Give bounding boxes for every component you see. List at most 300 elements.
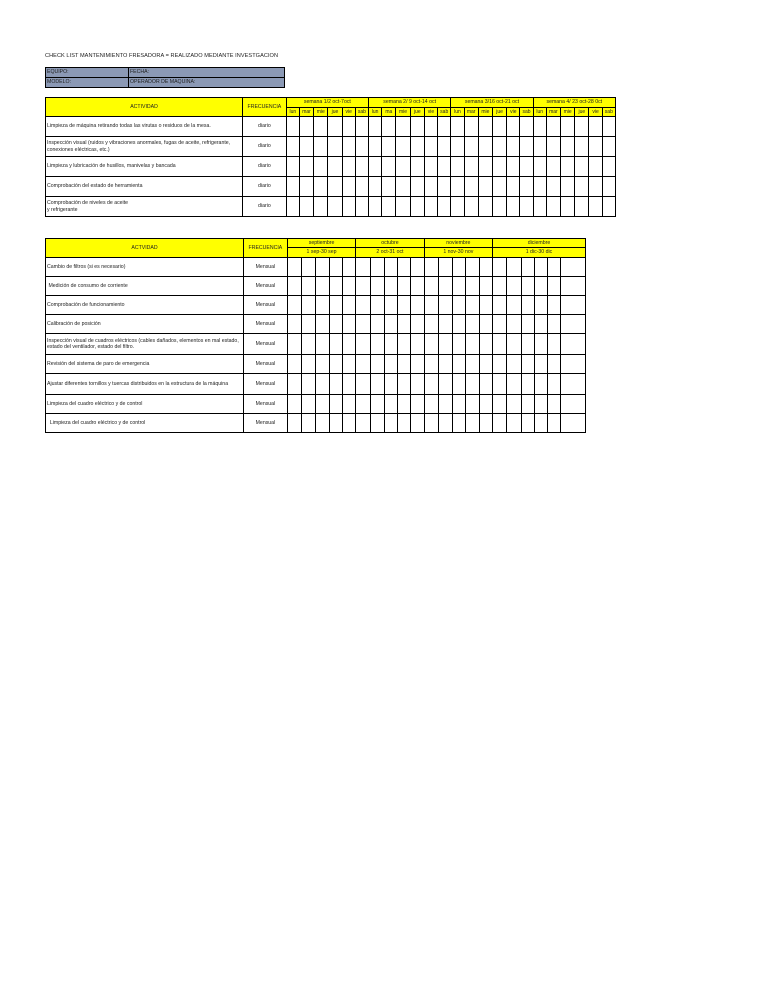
check-cell[interactable] bbox=[398, 296, 411, 315]
check-cell[interactable] bbox=[316, 277, 329, 296]
check-cell[interactable] bbox=[575, 137, 589, 157]
check-cell[interactable] bbox=[533, 197, 546, 217]
check-cell[interactable] bbox=[464, 197, 478, 217]
check-cell[interactable] bbox=[507, 374, 521, 395]
check-cell[interactable] bbox=[342, 197, 355, 217]
check-cell[interactable] bbox=[384, 277, 397, 296]
check-cell[interactable] bbox=[342, 296, 355, 315]
check-cell[interactable] bbox=[370, 296, 384, 315]
check-cell[interactable] bbox=[561, 177, 575, 197]
check-cell[interactable] bbox=[561, 315, 586, 334]
check-cell[interactable] bbox=[384, 334, 397, 355]
check-cell[interactable] bbox=[302, 374, 316, 395]
check-cell[interactable] bbox=[396, 177, 410, 197]
check-cell[interactable] bbox=[370, 258, 384, 277]
check-cell[interactable] bbox=[534, 374, 547, 395]
check-cell[interactable] bbox=[299, 117, 313, 137]
check-cell[interactable] bbox=[589, 157, 602, 177]
check-cell[interactable] bbox=[411, 258, 424, 277]
check-cell[interactable] bbox=[302, 315, 316, 334]
check-cell[interactable] bbox=[384, 315, 397, 334]
check-cell[interactable] bbox=[424, 258, 438, 277]
check-cell[interactable] bbox=[356, 395, 370, 414]
check-cell[interactable] bbox=[369, 197, 382, 217]
check-cell[interactable] bbox=[534, 258, 547, 277]
check-cell[interactable] bbox=[356, 258, 370, 277]
check-cell[interactable] bbox=[342, 414, 355, 433]
check-cell[interactable] bbox=[382, 157, 396, 177]
check-cell[interactable] bbox=[493, 296, 507, 315]
check-cell[interactable] bbox=[561, 355, 586, 374]
check-cell[interactable] bbox=[520, 137, 533, 157]
check-cell[interactable] bbox=[370, 334, 384, 355]
check-cell[interactable] bbox=[453, 296, 466, 315]
check-cell[interactable] bbox=[356, 414, 370, 433]
check-cell[interactable] bbox=[316, 414, 329, 433]
check-cell[interactable] bbox=[493, 315, 507, 334]
check-cell[interactable] bbox=[466, 315, 479, 334]
check-cell[interactable] bbox=[479, 374, 492, 395]
check-cell[interactable] bbox=[356, 296, 370, 315]
check-cell[interactable] bbox=[561, 277, 586, 296]
check-cell[interactable] bbox=[561, 296, 586, 315]
check-cell[interactable] bbox=[533, 137, 546, 157]
check-cell[interactable] bbox=[575, 117, 589, 137]
check-cell[interactable] bbox=[561, 117, 575, 137]
check-cell[interactable] bbox=[520, 117, 533, 137]
check-cell[interactable] bbox=[438, 414, 452, 433]
check-cell[interactable] bbox=[438, 315, 452, 334]
check-cell[interactable] bbox=[533, 117, 546, 137]
check-cell[interactable] bbox=[314, 197, 328, 217]
check-cell[interactable] bbox=[548, 296, 561, 315]
check-cell[interactable] bbox=[398, 395, 411, 414]
check-cell[interactable] bbox=[302, 414, 316, 433]
check-cell[interactable] bbox=[438, 277, 452, 296]
check-cell[interactable] bbox=[453, 355, 466, 374]
check-cell[interactable] bbox=[561, 137, 575, 157]
check-cell[interactable] bbox=[546, 197, 560, 217]
check-cell[interactable] bbox=[410, 177, 424, 197]
check-cell[interactable] bbox=[479, 355, 492, 374]
check-cell[interactable] bbox=[316, 334, 329, 355]
check-cell[interactable] bbox=[507, 258, 521, 277]
check-cell[interactable] bbox=[424, 315, 438, 334]
check-cell[interactable] bbox=[561, 334, 586, 355]
check-cell[interactable] bbox=[398, 355, 411, 374]
check-cell[interactable] bbox=[342, 395, 355, 414]
check-cell[interactable] bbox=[286, 157, 299, 177]
check-cell[interactable] bbox=[546, 137, 560, 157]
check-cell[interactable] bbox=[342, 277, 355, 296]
check-cell[interactable] bbox=[521, 395, 534, 414]
check-cell[interactable] bbox=[369, 157, 382, 177]
check-cell[interactable] bbox=[479, 258, 492, 277]
check-cell[interactable] bbox=[411, 374, 424, 395]
check-cell[interactable] bbox=[438, 334, 452, 355]
check-cell[interactable] bbox=[302, 277, 316, 296]
check-cell[interactable] bbox=[478, 177, 492, 197]
check-cell[interactable] bbox=[328, 177, 342, 197]
check-cell[interactable] bbox=[286, 197, 299, 217]
check-cell[interactable] bbox=[287, 258, 301, 277]
check-cell[interactable] bbox=[438, 117, 451, 137]
check-cell[interactable] bbox=[329, 258, 342, 277]
check-cell[interactable] bbox=[438, 137, 451, 157]
check-cell[interactable] bbox=[493, 355, 507, 374]
check-cell[interactable] bbox=[438, 258, 452, 277]
check-cell[interactable] bbox=[451, 157, 464, 177]
check-cell[interactable] bbox=[382, 117, 396, 137]
check-cell[interactable] bbox=[451, 117, 464, 137]
check-cell[interactable] bbox=[438, 197, 451, 217]
check-cell[interactable] bbox=[521, 374, 534, 395]
check-cell[interactable] bbox=[342, 117, 355, 137]
check-cell[interactable] bbox=[520, 177, 533, 197]
check-cell[interactable] bbox=[328, 117, 342, 137]
check-cell[interactable] bbox=[479, 395, 492, 414]
check-cell[interactable] bbox=[396, 197, 410, 217]
check-cell[interactable] bbox=[451, 177, 464, 197]
check-cell[interactable] bbox=[328, 157, 342, 177]
check-cell[interactable] bbox=[464, 137, 478, 157]
check-cell[interactable] bbox=[548, 414, 561, 433]
check-cell[interactable] bbox=[329, 334, 342, 355]
check-cell[interactable] bbox=[316, 395, 329, 414]
check-cell[interactable] bbox=[369, 117, 382, 137]
check-cell[interactable] bbox=[369, 137, 382, 157]
check-cell[interactable] bbox=[329, 277, 342, 296]
check-cell[interactable] bbox=[453, 414, 466, 433]
check-cell[interactable] bbox=[384, 296, 397, 315]
check-cell[interactable] bbox=[453, 395, 466, 414]
check-cell[interactable] bbox=[355, 137, 368, 157]
check-cell[interactable] bbox=[316, 355, 329, 374]
check-cell[interactable] bbox=[479, 296, 492, 315]
check-cell[interactable] bbox=[329, 414, 342, 433]
check-cell[interactable] bbox=[329, 315, 342, 334]
check-cell[interactable] bbox=[438, 374, 452, 395]
check-cell[interactable] bbox=[492, 177, 506, 197]
check-cell[interactable] bbox=[507, 355, 521, 374]
check-cell[interactable] bbox=[507, 277, 521, 296]
check-cell[interactable] bbox=[466, 334, 479, 355]
check-cell[interactable] bbox=[382, 137, 396, 157]
check-cell[interactable] bbox=[453, 258, 466, 277]
check-cell[interactable] bbox=[521, 277, 534, 296]
check-cell[interactable] bbox=[479, 414, 492, 433]
check-cell[interactable] bbox=[533, 157, 546, 177]
check-cell[interactable] bbox=[370, 277, 384, 296]
check-cell[interactable] bbox=[314, 157, 328, 177]
check-cell[interactable] bbox=[507, 395, 521, 414]
check-cell[interactable] bbox=[410, 137, 424, 157]
check-cell[interactable] bbox=[342, 177, 355, 197]
check-cell[interactable] bbox=[453, 334, 466, 355]
check-cell[interactable] bbox=[342, 137, 355, 157]
check-cell[interactable] bbox=[466, 414, 479, 433]
check-cell[interactable] bbox=[370, 414, 384, 433]
check-cell[interactable] bbox=[396, 157, 410, 177]
check-cell[interactable] bbox=[507, 197, 520, 217]
check-cell[interactable] bbox=[398, 315, 411, 334]
check-cell[interactable] bbox=[438, 296, 452, 315]
check-cell[interactable] bbox=[410, 197, 424, 217]
check-cell[interactable] bbox=[424, 296, 438, 315]
check-cell[interactable] bbox=[382, 177, 396, 197]
check-cell[interactable] bbox=[546, 177, 560, 197]
check-cell[interactable] bbox=[546, 157, 560, 177]
check-cell[interactable] bbox=[507, 296, 521, 315]
check-cell[interactable] bbox=[521, 258, 534, 277]
check-cell[interactable] bbox=[478, 157, 492, 177]
check-cell[interactable] bbox=[424, 157, 437, 177]
check-cell[interactable] bbox=[521, 315, 534, 334]
check-cell[interactable] bbox=[342, 355, 355, 374]
check-cell[interactable] bbox=[424, 177, 437, 197]
check-cell[interactable] bbox=[602, 157, 615, 177]
check-cell[interactable] bbox=[370, 315, 384, 334]
check-cell[interactable] bbox=[534, 277, 547, 296]
check-cell[interactable] bbox=[548, 395, 561, 414]
check-cell[interactable] bbox=[411, 315, 424, 334]
check-cell[interactable] bbox=[299, 197, 313, 217]
check-cell[interactable] bbox=[411, 414, 424, 433]
check-cell[interactable] bbox=[493, 414, 507, 433]
check-cell[interactable] bbox=[384, 355, 397, 374]
check-cell[interactable] bbox=[561, 197, 575, 217]
check-cell[interactable] bbox=[589, 177, 602, 197]
check-cell[interactable] bbox=[316, 296, 329, 315]
check-cell[interactable] bbox=[493, 334, 507, 355]
check-cell[interactable] bbox=[546, 117, 560, 137]
check-cell[interactable] bbox=[493, 374, 507, 395]
check-cell[interactable] bbox=[521, 296, 534, 315]
check-cell[interactable] bbox=[534, 296, 547, 315]
check-cell[interactable] bbox=[342, 157, 355, 177]
check-cell[interactable] bbox=[398, 277, 411, 296]
check-cell[interactable] bbox=[507, 117, 520, 137]
check-cell[interactable] bbox=[589, 117, 602, 137]
check-cell[interactable] bbox=[424, 117, 437, 137]
check-cell[interactable] bbox=[328, 137, 342, 157]
check-cell[interactable] bbox=[287, 334, 301, 355]
check-cell[interactable] bbox=[479, 334, 492, 355]
check-cell[interactable] bbox=[411, 277, 424, 296]
check-cell[interactable] bbox=[548, 355, 561, 374]
check-cell[interactable] bbox=[561, 374, 586, 395]
check-cell[interactable] bbox=[411, 334, 424, 355]
check-cell[interactable] bbox=[534, 334, 547, 355]
check-cell[interactable] bbox=[534, 355, 547, 374]
check-cell[interactable] bbox=[575, 157, 589, 177]
check-cell[interactable] bbox=[575, 197, 589, 217]
check-cell[interactable] bbox=[493, 395, 507, 414]
check-cell[interactable] bbox=[316, 258, 329, 277]
check-cell[interactable] bbox=[492, 197, 506, 217]
check-cell[interactable] bbox=[561, 258, 586, 277]
check-cell[interactable] bbox=[453, 374, 466, 395]
check-cell[interactable] bbox=[384, 258, 397, 277]
check-cell[interactable] bbox=[356, 374, 370, 395]
check-cell[interactable] bbox=[356, 334, 370, 355]
check-cell[interactable] bbox=[533, 177, 546, 197]
check-cell[interactable] bbox=[466, 258, 479, 277]
check-cell[interactable] bbox=[287, 315, 301, 334]
check-cell[interactable] bbox=[398, 374, 411, 395]
check-cell[interactable] bbox=[382, 197, 396, 217]
check-cell[interactable] bbox=[521, 334, 534, 355]
check-cell[interactable] bbox=[411, 355, 424, 374]
check-cell[interactable] bbox=[507, 137, 520, 157]
check-cell[interactable] bbox=[438, 395, 452, 414]
check-cell[interactable] bbox=[287, 355, 301, 374]
check-cell[interactable] bbox=[438, 177, 451, 197]
check-cell[interactable] bbox=[507, 177, 520, 197]
check-cell[interactable] bbox=[478, 197, 492, 217]
check-cell[interactable] bbox=[464, 117, 478, 137]
check-cell[interactable] bbox=[438, 355, 452, 374]
check-cell[interactable] bbox=[369, 177, 382, 197]
check-cell[interactable] bbox=[548, 374, 561, 395]
check-cell[interactable] bbox=[534, 414, 547, 433]
check-cell[interactable] bbox=[507, 414, 521, 433]
check-cell[interactable] bbox=[329, 395, 342, 414]
check-cell[interactable] bbox=[589, 197, 602, 217]
check-cell[interactable] bbox=[286, 177, 299, 197]
check-cell[interactable] bbox=[424, 414, 438, 433]
check-cell[interactable] bbox=[396, 117, 410, 137]
check-cell[interactable] bbox=[424, 395, 438, 414]
check-cell[interactable] bbox=[329, 355, 342, 374]
check-cell[interactable] bbox=[451, 137, 464, 157]
check-cell[interactable] bbox=[314, 177, 328, 197]
check-cell[interactable] bbox=[342, 315, 355, 334]
check-cell[interactable] bbox=[561, 414, 586, 433]
check-cell[interactable] bbox=[299, 177, 313, 197]
check-cell[interactable] bbox=[396, 137, 410, 157]
check-cell[interactable] bbox=[464, 157, 478, 177]
check-cell[interactable] bbox=[478, 137, 492, 157]
check-cell[interactable] bbox=[356, 277, 370, 296]
check-cell[interactable] bbox=[342, 258, 355, 277]
check-cell[interactable] bbox=[329, 374, 342, 395]
check-cell[interactable] bbox=[493, 277, 507, 296]
check-cell[interactable] bbox=[424, 197, 437, 217]
check-cell[interactable] bbox=[521, 414, 534, 433]
check-cell[interactable] bbox=[286, 137, 299, 157]
check-cell[interactable] bbox=[478, 117, 492, 137]
check-cell[interactable] bbox=[561, 157, 575, 177]
check-cell[interactable] bbox=[520, 197, 533, 217]
check-cell[interactable] bbox=[398, 258, 411, 277]
check-cell[interactable] bbox=[493, 258, 507, 277]
check-cell[interactable] bbox=[384, 374, 397, 395]
check-cell[interactable] bbox=[355, 197, 368, 217]
check-cell[interactable] bbox=[329, 296, 342, 315]
check-cell[interactable] bbox=[424, 355, 438, 374]
check-cell[interactable] bbox=[384, 414, 397, 433]
check-cell[interactable] bbox=[287, 395, 301, 414]
check-cell[interactable] bbox=[548, 277, 561, 296]
check-cell[interactable] bbox=[287, 296, 301, 315]
check-cell[interactable] bbox=[479, 315, 492, 334]
check-cell[interactable] bbox=[342, 374, 355, 395]
check-cell[interactable] bbox=[464, 177, 478, 197]
check-cell[interactable] bbox=[370, 355, 384, 374]
check-cell[interactable] bbox=[466, 374, 479, 395]
check-cell[interactable] bbox=[314, 117, 328, 137]
check-cell[interactable] bbox=[575, 177, 589, 197]
check-cell[interactable] bbox=[328, 197, 342, 217]
check-cell[interactable] bbox=[398, 414, 411, 433]
check-cell[interactable] bbox=[589, 137, 602, 157]
check-cell[interactable] bbox=[316, 374, 329, 395]
check-cell[interactable] bbox=[424, 374, 438, 395]
check-cell[interactable] bbox=[438, 157, 451, 177]
check-cell[interactable] bbox=[370, 374, 384, 395]
check-cell[interactable] bbox=[492, 137, 506, 157]
check-cell[interactable] bbox=[466, 395, 479, 414]
check-cell[interactable] bbox=[299, 157, 313, 177]
check-cell[interactable] bbox=[287, 277, 301, 296]
check-cell[interactable] bbox=[602, 197, 615, 217]
check-cell[interactable] bbox=[287, 374, 301, 395]
check-cell[interactable] bbox=[466, 277, 479, 296]
check-cell[interactable] bbox=[302, 296, 316, 315]
check-cell[interactable] bbox=[507, 157, 520, 177]
check-cell[interactable] bbox=[356, 355, 370, 374]
check-cell[interactable] bbox=[424, 334, 438, 355]
check-cell[interactable] bbox=[466, 355, 479, 374]
check-cell[interactable] bbox=[302, 334, 316, 355]
check-cell[interactable] bbox=[548, 334, 561, 355]
check-cell[interactable] bbox=[410, 157, 424, 177]
check-cell[interactable] bbox=[520, 157, 533, 177]
check-cell[interactable] bbox=[410, 117, 424, 137]
check-cell[interactable] bbox=[302, 258, 316, 277]
check-cell[interactable] bbox=[370, 395, 384, 414]
check-cell[interactable] bbox=[302, 395, 316, 414]
check-cell[interactable] bbox=[355, 177, 368, 197]
check-cell[interactable] bbox=[466, 296, 479, 315]
check-cell[interactable] bbox=[479, 277, 492, 296]
check-cell[interactable] bbox=[299, 137, 313, 157]
check-cell[interactable] bbox=[492, 157, 506, 177]
check-cell[interactable] bbox=[411, 296, 424, 315]
check-cell[interactable] bbox=[507, 334, 521, 355]
check-cell[interactable] bbox=[398, 334, 411, 355]
check-cell[interactable] bbox=[548, 315, 561, 334]
check-cell[interactable] bbox=[411, 395, 424, 414]
check-cell[interactable] bbox=[302, 355, 316, 374]
check-cell[interactable] bbox=[424, 277, 438, 296]
check-cell[interactable] bbox=[451, 197, 464, 217]
check-cell[interactable] bbox=[548, 258, 561, 277]
check-cell[interactable] bbox=[316, 315, 329, 334]
check-cell[interactable] bbox=[453, 315, 466, 334]
check-cell[interactable] bbox=[355, 117, 368, 137]
check-cell[interactable] bbox=[534, 315, 547, 334]
check-cell[interactable] bbox=[602, 177, 615, 197]
check-cell[interactable] bbox=[356, 315, 370, 334]
check-cell[interactable] bbox=[424, 137, 437, 157]
check-cell[interactable] bbox=[287, 414, 301, 433]
check-cell[interactable] bbox=[314, 137, 328, 157]
check-cell[interactable] bbox=[286, 117, 299, 137]
check-cell[interactable] bbox=[521, 355, 534, 374]
check-cell[interactable] bbox=[492, 117, 506, 137]
